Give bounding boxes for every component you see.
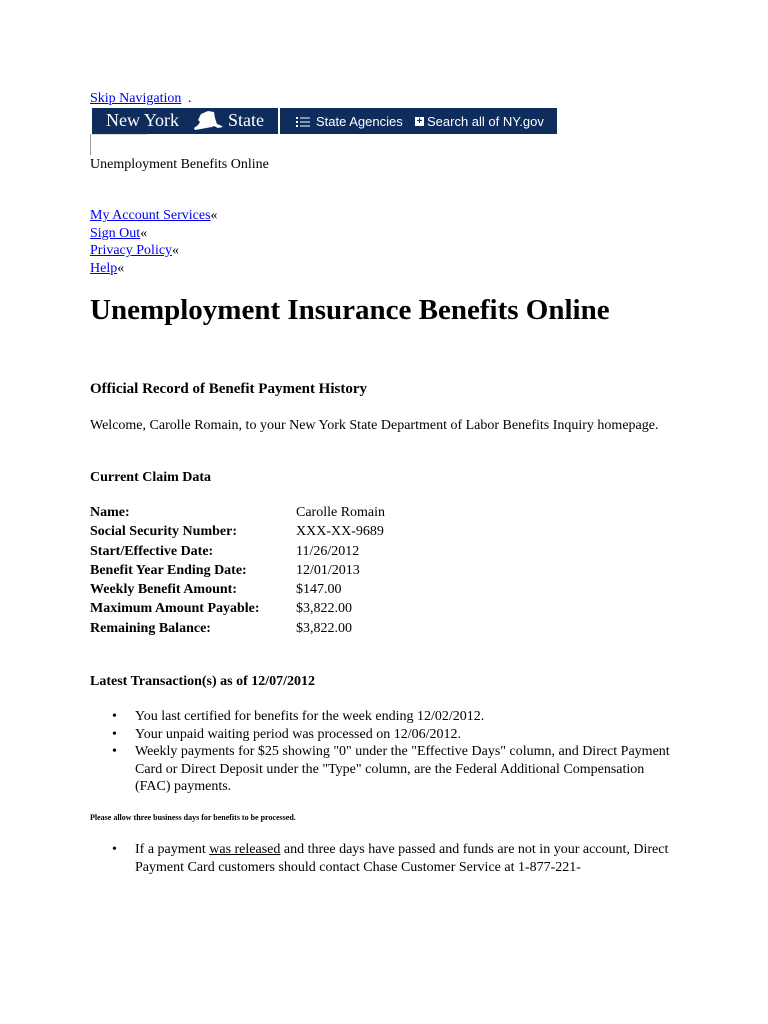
banner-nav (280, 108, 557, 134)
record-title: Official Record of Benefit Payment History (90, 381, 368, 397)
list-item-text: Your unpaid waiting period was processed on 12/06/2012. (135, 726, 461, 742)
list-icon (296, 116, 310, 128)
transactions-list (90, 708, 680, 796)
claim-value: Carolle Romain (296, 505, 386, 520)
bullet-icon: • (112, 709, 117, 724)
payment-notes-list (90, 841, 680, 876)
claim-label: Remaining Balance: (90, 620, 211, 636)
list-item (90, 726, 680, 744)
bullet-icon: • (112, 726, 117, 742)
link-suffix: « (117, 260, 125, 276)
list-item (90, 708, 680, 726)
list-item (90, 841, 680, 876)
link-suffix: « (140, 225, 148, 241)
processing-note: Please allow three business days for benefits to be processed. (90, 813, 296, 822)
claim-row (90, 621, 385, 640)
claim-label: Maximum Amount Payable: (90, 601, 260, 617)
claim-value: 12/01/2013 (296, 562, 360, 578)
list-item (90, 743, 680, 796)
skip-navigation-link[interactable]: Skip Navigation (90, 91, 182, 106)
latest-transactions-heading: Latest Transaction(s) as of 12/07/2012 (90, 674, 316, 689)
page-title: Unemployment Insurance Benefits Online (90, 294, 610, 326)
claim-label: Social Security Number: (90, 524, 237, 540)
payment-note-after: and three days have passed and funds are not in your account, Direct Payment Card customers should contact Chase Customer Service at 1-877-221- (135, 842, 669, 875)
account-links (90, 207, 218, 277)
claim-value: 11/26/2012 (296, 543, 360, 559)
claim-row (90, 544, 385, 563)
claim-row (90, 582, 385, 601)
ny-state-map-icon (192, 110, 224, 132)
account-link-row (90, 242, 218, 260)
logo-text-state: State (228, 110, 264, 130)
claim-data-table (90, 505, 385, 640)
state-agencies-label: State Agencies (316, 114, 403, 129)
search-all-label: Search all of NY.gov (427, 114, 544, 129)
plus-icon: + (416, 116, 423, 127)
state-agencies-button[interactable] (296, 114, 403, 129)
ny-state-logo[interactable] (92, 108, 278, 134)
payment-note-before: If a payment (135, 842, 210, 857)
claim-label: Weekly Benefit Amount: (90, 582, 237, 598)
search-all-nygov-button[interactable] (415, 114, 544, 129)
claim-data-heading: Current Claim Data (90, 470, 212, 485)
link-suffix: « (210, 208, 218, 223)
bullet-icon: • (112, 744, 117, 759)
bullet-icon: • (112, 842, 117, 857)
claim-value: $3,822.00 (296, 620, 352, 636)
claim-label: Name: (90, 505, 130, 520)
list-item-text: You last certified for benefits for the week ending 12/02/2012. (135, 709, 485, 724)
claim-value: XXX-XX-9689 (296, 524, 384, 540)
skip-navigation-period: . (188, 91, 192, 106)
site-name: Unemployment Benefits Online (90, 157, 269, 172)
help-link[interactable]: Help (90, 260, 118, 276)
logo-text-new-york: New York (106, 110, 180, 130)
welcome-message: Welcome, Carolle Romain, to your New York State Department of Labor Benefits Inquiry homepage. (90, 418, 659, 433)
claim-value: $147.00 (296, 582, 342, 598)
claim-value: $3,822.00 (296, 601, 352, 617)
claim-row (90, 563, 385, 582)
account-link-row (90, 260, 218, 278)
claim-label: Benefit Year Ending Date: (90, 562, 247, 578)
claim-row (90, 524, 385, 543)
my-account-services-link[interactable]: My Account Services (90, 208, 211, 223)
account-link-row (90, 207, 218, 225)
nygov-banner (90, 107, 558, 135)
link-suffix: « (172, 243, 180, 258)
banner-frame-edge (90, 134, 147, 155)
account-link-row (90, 225, 218, 243)
was-released-text: was released (209, 842, 281, 857)
privacy-policy-link[interactable]: Privacy Policy (90, 243, 173, 258)
sign-out-link[interactable]: Sign Out (90, 225, 141, 241)
list-item-text: Weekly payments for $25 showing "0" under the "Effective Days" column, and Direct Payment Card or Direct Deposit under the "Type" column, are the Federal Additional Compensation (FAC) payments. (135, 744, 670, 794)
claim-label: Start/Effective Date: (90, 543, 214, 559)
claim-row (90, 601, 385, 620)
claim-row (90, 505, 385, 524)
